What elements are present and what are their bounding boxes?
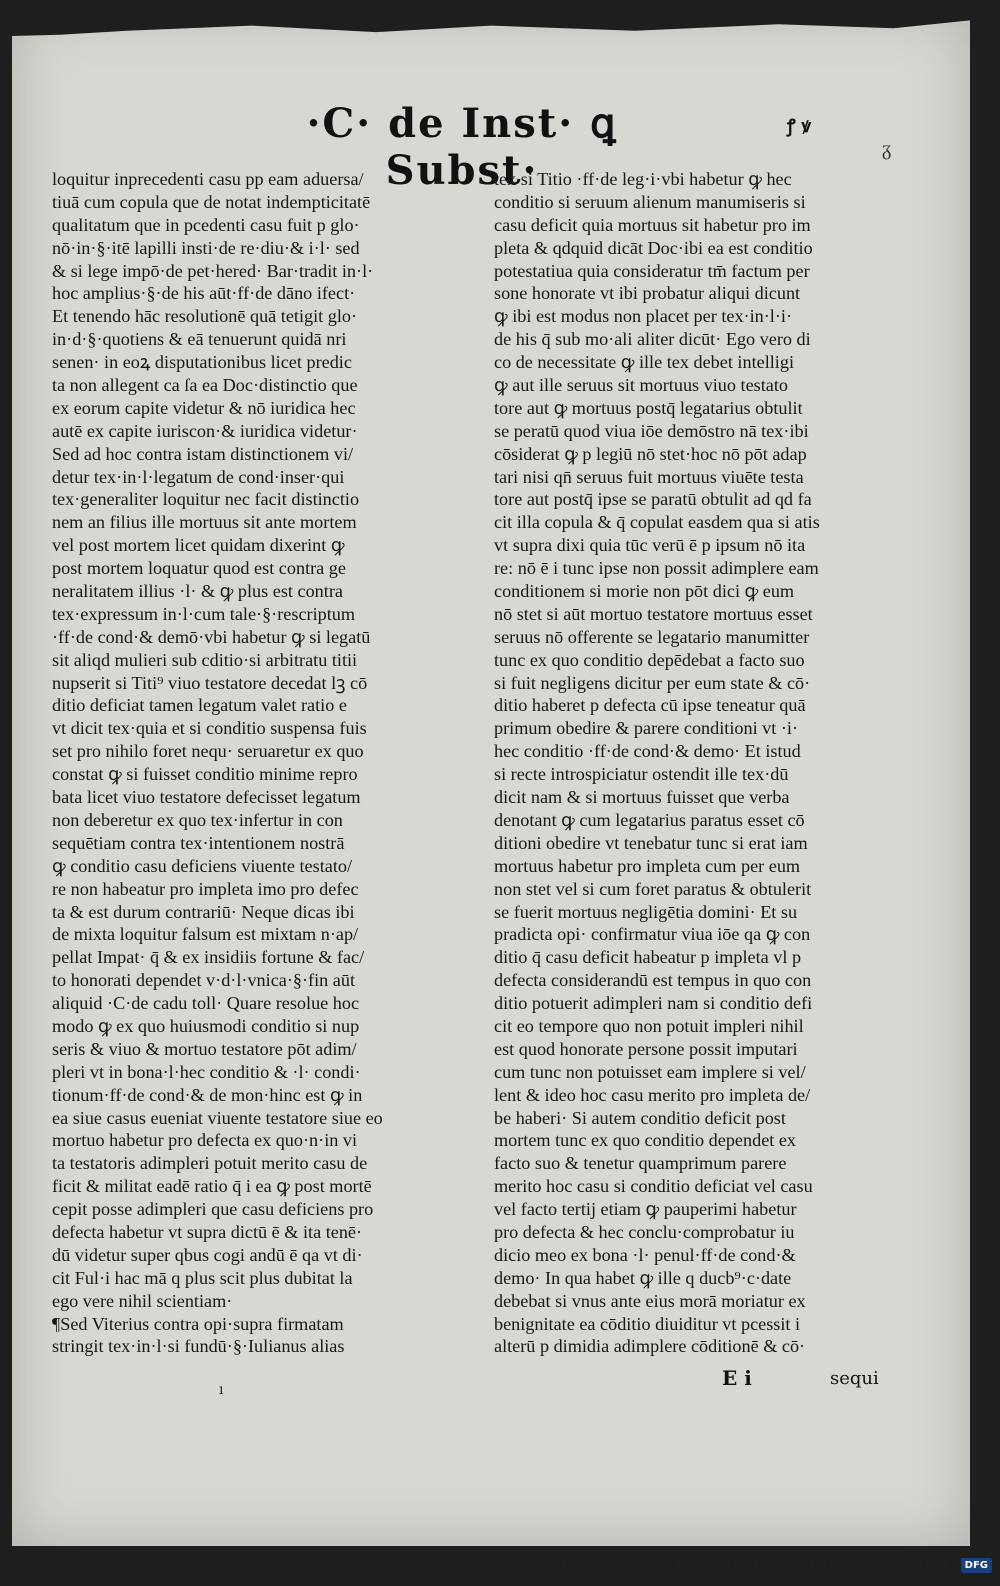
text-line: conditio si seruum alienum manumiseris si <box>494 191 806 212</box>
text-line: pradicta opi· confirmatur viua iōe qa ꝙ con <box>494 924 811 945</box>
text-line: tionum·ff·de cond·& de mon·hinc est ꝙ in <box>52 1084 363 1105</box>
text-line: vel facto tertij etiam ꝙ pauperimi habetur <box>494 1199 797 1220</box>
text-line: cit Ful·i hac mā q plus scit plus dubitat la <box>52 1267 353 1288</box>
text-line: denotant ꝙ cum legatarius paratus esset cō <box>494 809 805 830</box>
text-line: non deberetur ex quo tex·infertur in con <box>52 809 343 830</box>
text-line: stringit tex·in·l·si fundū·§·Iulianus alias <box>52 1336 345 1357</box>
digitization-footer <box>562 1553 992 1577</box>
text-line: sone honorate vt ibi probatur aliqui dicunt <box>494 283 801 304</box>
text-line: tore aut postq̄ ipse se paratū obtulit ad qd fa <box>494 489 812 510</box>
text-line: set pro nihilo foret nequ· seruaretur ex quo <box>52 741 364 762</box>
text-line: cepit posse adimpleri que casu deficiens pro <box>52 1199 374 1220</box>
text-line: Et tenendo hāc resolutionē quā tetigit glo· <box>52 306 358 327</box>
text-line: sequētiam contra tex·intentionem nostrā <box>52 832 345 853</box>
text-line: pleta & qdquid dicāt Doc·ibi ea est conditio <box>494 237 813 258</box>
text-line: ficit & militat eadē ratio q̄ i ea ꝙ post mortē <box>52 1176 372 1197</box>
text-line: modo ꝙ ex quo huiusmodi conditio si nup <box>52 1015 360 1036</box>
text-line: se fuerit mortuus negligētia domini· Et su <box>494 901 798 922</box>
text-line: aliquid ·C·de cadu toll· Quare resolue hoc <box>52 993 360 1014</box>
text-line: tunc ex quo conditio depēdebat a facto suo <box>494 649 805 670</box>
text-line: merito hoc casu si conditio deficiat vel casu <box>494 1176 813 1197</box>
torn-page-edge <box>12 10 970 36</box>
text-line: co de necessitate ꝙ ille tex debet intelligi <box>494 352 795 373</box>
text-line: conditionem si morie non pōt dici ꝙ eum <box>494 581 795 602</box>
text-line: cit eo tempore quo non potuit impleri nihil <box>494 1015 804 1036</box>
text-line: tiuā cum copula que de notat indempticitatē <box>52 191 371 212</box>
text-line: primum obedire & parere conditioni vt ·i· <box>494 718 799 739</box>
text-line: mortuus habetur pro impleta cum per eum <box>494 855 801 876</box>
text-line: de mixta loquitur falsum est mixtam n·ap/ <box>52 924 359 945</box>
text-line: mortuo habetur pro defecta ex quo·n·in vi <box>52 1130 358 1151</box>
margin-mark: ᵹ <box>882 136 892 160</box>
text-line: ea siue casus eueniat viuente testatore siue eo <box>52 1107 383 1128</box>
text-line: ex eorum capite videtur & nō iuridica hec <box>52 397 356 418</box>
text-line: est quod honorate persone possit imputari <box>494 1038 798 1059</box>
text-line: to honorati dependet v·d·l·vnica·§·fin aūt <box>52 970 356 991</box>
text-line: vt dicit tex·quia et si conditio suspensa fuis <box>52 718 367 739</box>
text-line: si recte introspiciatur ostendit ille tex·dū <box>494 764 789 785</box>
text-column-right <box>494 168 906 1358</box>
text-line: ꝙ aut ille seruus sit mortuus viuo testato <box>494 375 789 396</box>
text-line: ta non allegent ca ſa ea Doc·distinctio que <box>52 375 358 396</box>
text-line: loquitur inprecedenti casu pp eam aduersa/ <box>52 169 364 189</box>
text-line: pleri vt in bona·l·hec conditio & ·l· condi· <box>52 1061 361 1082</box>
text-line: qualitatum que in pcedenti casu fuit p glo· <box>52 214 360 235</box>
text-line: dicit nam & si mortuus fuisset que verba <box>494 787 790 808</box>
text-line: ꝙ ibi est modus non placet per tex·in·l·i· <box>494 306 793 327</box>
text-line: tex si Titio ·ff·de leg·i·vbi habetur ꝙ hec <box>494 169 792 189</box>
text-line: constat ꝙ si fuisset conditio minime repro <box>52 764 358 785</box>
text-line: nem an filius ille mortuus sit ante mortem <box>52 512 357 533</box>
text-line: si fuit negligens dicitur per eum state & cō· <box>494 672 811 693</box>
catchword: sequi <box>830 1368 879 1389</box>
text-line: vel post mortem licet quidam dixerint ꝙ <box>52 535 345 556</box>
text-line: se peratū quod viua iōe demōstro nā tex·ibi <box>494 420 809 441</box>
text-line: ego vere nihil scientiam· <box>52 1290 233 1311</box>
text-line: cit illa copula & q̄ copulat easdem qua si atis <box>494 512 820 533</box>
footer-credit: Digitalisierung gefördert durch die Deutsche Forschungsgemeinschaft · <box>561 1558 955 1572</box>
text-line: nupserit si Titi⁹ viuo testatore decedat lꝫ cō <box>52 672 368 693</box>
text-line: ditio haberet p defecta cū ipse teneatur quā <box>494 695 806 716</box>
text-line: tex·expressum in·l·cum tale·§·rescriptum <box>52 603 356 624</box>
text-line: pro defecta & hec conclu·comprobatur iu <box>494 1221 795 1242</box>
text-line: ditio q̄ casu deficit habeatur p impleta vl p <box>494 947 802 968</box>
text-line: defecta considerandū est tempus in quo con <box>494 970 812 991</box>
text-line: ·ff·de cond·& demō·vbi habetur ꝙ si legatū <box>52 626 371 647</box>
text-line: casu deficit quia mortuus sit habetur pro im <box>494 214 811 235</box>
text-line: lent & ideo hoc casu merito pro impleta de/ <box>494 1084 811 1105</box>
text-line: neralitatem illius ·l· & ꝙ plus est contra <box>52 581 343 602</box>
text-line: dū videtur super qbus cogi andū ē qa vt di· <box>52 1244 363 1265</box>
text-line: ꝙ conditio casu deficiens viuente testato/ <box>52 855 353 876</box>
text-line: defecta habetur vt supra dictū ē & ita tenē· <box>52 1221 363 1242</box>
text-line: de his q̄ sub mo·ali aliter dicūt· Ego vero di <box>494 329 811 350</box>
text-line: & si lege impō·de pet·hered· Bar·tradit in·l· <box>52 260 374 281</box>
text-line: ditioni obedire vt tenebatur tunc si erat iam <box>494 832 808 853</box>
text-line: sit aliqd mulieri sub cditio·si arbitratu titii <box>52 649 358 670</box>
text-line: autē ex capite iuriscon·& iuridica videtur· <box>52 420 358 441</box>
text-line: cum tunc non potuisset eam implere si vel/ <box>494 1061 806 1082</box>
stray-mark: ı <box>219 1382 224 1398</box>
text-line: debebat si vnus ante eius morā moriatur ex <box>494 1290 806 1311</box>
text-line: re: nō ē i tunc ipse non possit adimplere eam <box>494 558 819 579</box>
text-line: ta testatoris adimpleri potuit merito casu de <box>52 1153 368 1174</box>
running-header: ·C· de Inst· ꝗ Subst· <box>306 100 618 194</box>
text-line: seruus nō offerente se legatario manumitter <box>494 626 810 647</box>
text-line: dicio meo ex bona ·l· penul·ff·de cond·& <box>494 1244 796 1265</box>
text-line: ditio potuerit adimpleri nam si conditio defi <box>494 993 813 1014</box>
text-line: detur tex·in·l·legatum de cond·inser·qui <box>52 466 345 487</box>
text-line: tore aut ꝙ mortuus postq̄ legatarius obtulit <box>494 397 803 418</box>
text-line: nō stet si aūt mortuo testatore mortuus esset <box>494 603 813 624</box>
book-page <box>12 10 970 1546</box>
folio-number: ꝭ ꝟ <box>787 116 811 137</box>
text-line: nō·in·§·itē lapilli insti·de re·diu·& i·l· sed <box>52 237 360 258</box>
text-line: pellat Impat· q̄ & ex insidiis fortune & fac/ <box>52 947 365 968</box>
text-line: potestatiua quia consideratur tm̄ factum per <box>494 260 810 281</box>
text-line: hoc amplius·§·de his aūt·ff·de dāno ifect· <box>52 283 356 304</box>
text-line: hec conditio ·ff·de cond·& demo· Et istud <box>494 741 801 762</box>
text-line: cōsiderat ꝙ p legiū nō stet·hoc nō pōt adap <box>494 443 807 464</box>
text-line: seris & viuo & mortuo testatore pōt adim/ <box>52 1038 357 1059</box>
text-line: benignitate ea cōditio diuiditur vt pcessit i <box>494 1313 801 1334</box>
text-line: senen· in eoꝝ disputationibus licet predic <box>52 352 352 373</box>
dfg-logo: DFG <box>961 1558 992 1573</box>
text-column-left <box>52 168 457 1358</box>
text-line: mortem tunc ex quo conditio dependet ex <box>494 1130 797 1151</box>
signature-mark: E i <box>722 1366 752 1390</box>
text-line: alterū p dimidia adimplere cōditionē & cō· <box>494 1336 806 1357</box>
text-line: in·d·§·quotiens & eā tenuerunt quidā nri <box>52 329 347 350</box>
text-line: be haberi· Si autem conditio deficit post <box>494 1107 786 1128</box>
text-line: ditio deficiat tamen legatum valet ratio e <box>52 695 347 716</box>
text-line: ta & est durum contrariū· Neque dicas ibi <box>52 901 355 922</box>
text-line: vt supra dixi quia tūc verū ē p ipsum nō ita <box>494 535 806 556</box>
text-line: re non habeatur pro impleta imo pro defec <box>52 878 359 899</box>
text-line: ¶Sed Viterius contra opi·supra firmatam <box>52 1313 344 1334</box>
text-line: demo· In qua habet ꝙ ille q ducb⁹·c·date <box>494 1267 792 1288</box>
text-line: tex·generaliter loquitur nec facit distinctio <box>52 489 360 510</box>
text-line: non stet vel si cum foret paratus & obtulerit <box>494 878 812 899</box>
text-line: bata licet viuo testatore defecisset legatum <box>52 787 361 808</box>
text-line: tari nisi qn̄ seruus fuit mortuus viuēte testa <box>494 466 804 487</box>
text-line: facto suo & tenetur quamprimum parere <box>494 1153 787 1174</box>
text-line: Sed ad hoc contra istam distinctionem vi/ <box>52 443 354 464</box>
text-line: post mortem loquatur quod est contra ge <box>52 558 346 579</box>
